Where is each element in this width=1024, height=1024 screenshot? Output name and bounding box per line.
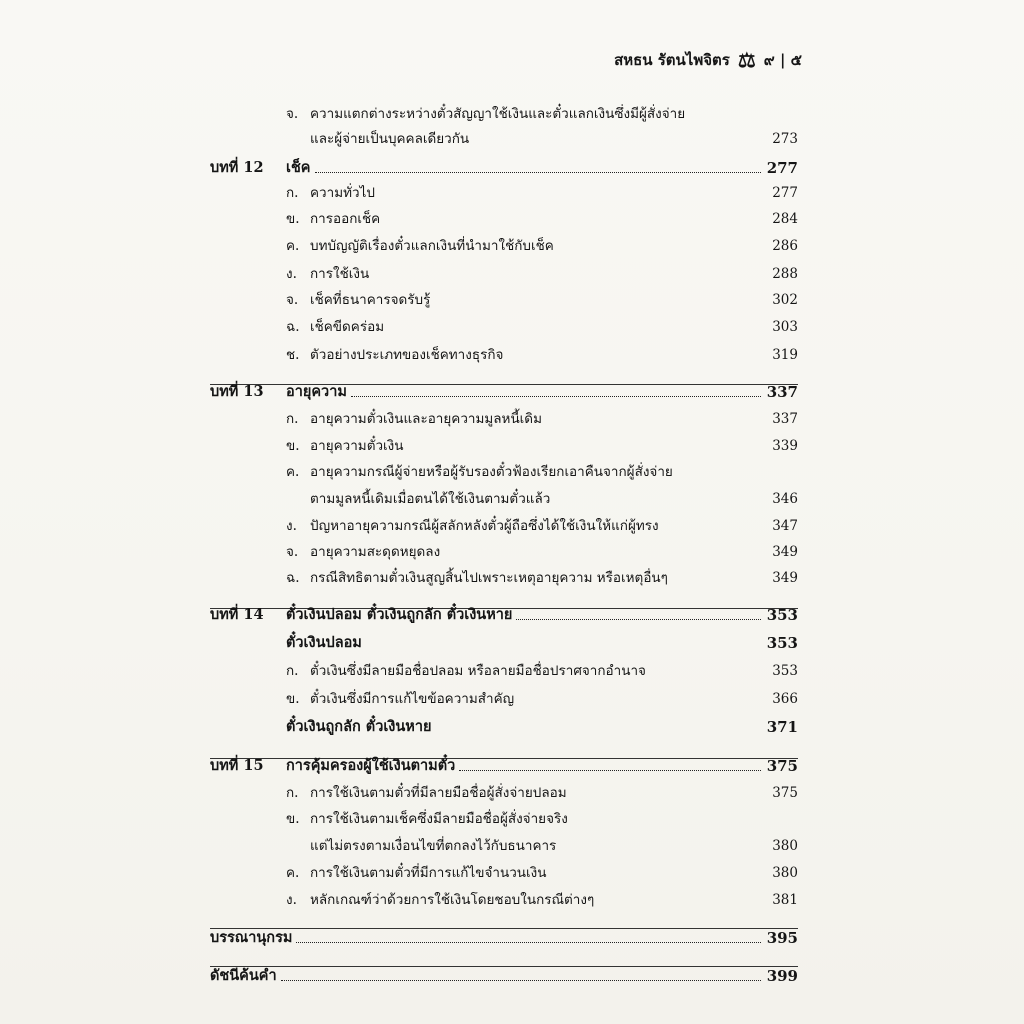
chapter-number: บทที่ 12 (210, 159, 264, 176)
item-title: การออกเช็ค (310, 211, 381, 227)
item-title-continued: แต่ไม่ตรงตามเงื่อนไขที่ตกลงไว้กับธนาคาร (310, 838, 557, 854)
chapter-title: อายุความ (286, 383, 347, 400)
chapter-number: บทที่ 14 (210, 606, 264, 623)
toc-entry (286, 662, 798, 680)
page-number: 288 (772, 266, 798, 282)
dot-leader (459, 770, 760, 771)
page-number: 302 (772, 292, 798, 308)
page-number: 375 (772, 785, 798, 801)
toc-entry (310, 837, 798, 855)
toc-entry (210, 159, 798, 177)
item-title: ตัวอย่างประเภทของเช็คทางธุรกิจ (310, 347, 504, 363)
toc-entry (286, 265, 798, 283)
toc-entry (286, 569, 798, 587)
toc-entry (286, 237, 798, 255)
dot-leader (516, 619, 760, 620)
item-title: การใช้เงินตามตั๋วที่มีการแก้ไขจำนวนเงิน (310, 865, 547, 881)
toc-entry (310, 130, 798, 148)
page-number: 381 (772, 892, 798, 908)
item-letter: ฉ. (286, 570, 300, 586)
item-letter: ค. (286, 238, 300, 254)
scales-of-justice-icon: ⚖ (737, 48, 756, 72)
toc-entry (286, 463, 798, 481)
item-letter: ค. (286, 464, 300, 480)
chapter-number: บทที่ 15 (210, 757, 264, 774)
toc-entry (286, 410, 798, 428)
page-number: 349 (772, 570, 798, 586)
toc-entry (210, 757, 798, 775)
item-letter: ก. (286, 411, 299, 427)
page-number: 284 (772, 211, 798, 227)
page-number: 349 (772, 544, 798, 560)
item-letter: ก. (286, 185, 299, 201)
author-name: สหธน รัตนไพจิตร (614, 51, 730, 69)
dot-leader (315, 172, 761, 173)
chapter-title: การคุ้มครองผู้ใช้เงินตามตั๋ว (286, 757, 456, 774)
page-number: 371 (766, 718, 798, 736)
toc-entry (286, 184, 798, 202)
chapter-number: บทที่ 13 (210, 383, 264, 400)
page-number: 277 (772, 185, 798, 201)
item-title: ปัญหาอายุความกรณีผู้สลักหลังตั๋วผู้ถือซึ่งได้ใช้เงินให้แก่ผู้ทรง (310, 518, 659, 534)
item-title: การใช้เงินตามตั๋วที่มีลายมือชื่อผู้สั่งจ่ายปลอม (310, 785, 567, 801)
section-title: ตั๋วเงินถูกลัก ตั๋วเงินหาย (286, 718, 432, 735)
dot-leader (281, 980, 761, 981)
toc-entry (286, 437, 798, 455)
page-number: 337 (766, 383, 798, 401)
toc-entry (210, 606, 798, 624)
page-number: ๙ | ๕ (763, 51, 802, 69)
page-number: 380 (772, 838, 798, 854)
item-title: บทบัญญัติเรื่องตั๋วแลกเงินที่นำมาใช้กับเช็ค (310, 238, 554, 254)
item-title: ตั๋วเงินซึ่งมีการแก้ไขข้อความสำคัญ (310, 691, 515, 707)
chapter-title: เช็ค (286, 159, 311, 176)
toc-entry (286, 517, 798, 535)
item-letter: ช. (286, 347, 300, 363)
page-number: 375 (766, 757, 798, 775)
dot-leader (351, 396, 761, 397)
page-number: 353 (766, 606, 798, 624)
page-number: 380 (772, 865, 798, 881)
item-letter: ง. (286, 892, 297, 908)
item-letter: ง. (286, 266, 297, 282)
toc-entry (286, 784, 798, 802)
item-letter: ฉ. (286, 319, 300, 335)
toc-entry (210, 967, 798, 985)
item-title: ความทั่วไป (310, 185, 375, 201)
toc-entry (286, 346, 798, 364)
toc-entry (286, 864, 798, 882)
page-number: 339 (772, 438, 798, 454)
toc-entry (286, 543, 798, 561)
item-letter: ก. (286, 663, 299, 679)
dot-leader (296, 942, 760, 943)
item-letter: ข. (286, 438, 300, 454)
item-title: การใช้เงินตามเช็คซึ่งมีลายมือชื่อผู้สั่งจ่ายจริง (310, 811, 568, 827)
page-number: 273 (772, 131, 798, 147)
item-letter: ค. (286, 865, 300, 881)
toc-entry (286, 210, 798, 228)
page-number: 399 (766, 967, 798, 985)
toc-entry (286, 690, 798, 708)
toc-entry (286, 291, 798, 309)
section-title: ตั๋วเงินปลอม (286, 634, 362, 651)
item-title: การใช้เงิน (310, 266, 370, 282)
item-title-continued: และผู้จ่ายเป็นบุคคลเดียวกัน (310, 131, 470, 147)
item-title-continued: ตามมูลหนี้เดิมเมื่อตนได้ใช้เงินตามตั๋วแล้ว (310, 491, 551, 507)
item-title: กรณีสิทธิตามตั๋วเงินสูญสิ้นไปเพราะเหตุอายุความ หรือเหตุอื่นๆ (310, 570, 668, 586)
page-number: 346 (772, 491, 798, 507)
page-number: 347 (772, 518, 798, 534)
page-number: 353 (766, 634, 798, 652)
item-letter: ข. (286, 211, 300, 227)
toc-entry (310, 490, 798, 508)
toc-entry (210, 929, 798, 947)
page-number: 277 (766, 159, 798, 177)
toc-entry (210, 383, 798, 401)
item-letter: ง. (286, 518, 297, 534)
item-title: เช็คขีดคร่อม (310, 319, 385, 335)
item-letter: จ. (286, 292, 299, 308)
page-number: 303 (772, 319, 798, 335)
page-number: 353 (772, 663, 798, 679)
page-number: 286 (772, 238, 798, 254)
item-title: หลักเกณฑ์ว่าด้วยการใช้เงินโดยชอบในกรณีต่างๆ (310, 892, 595, 908)
toc-entry (286, 891, 798, 909)
page-number: 366 (772, 691, 798, 707)
toc-entry (286, 105, 798, 123)
page-number: 337 (772, 411, 798, 427)
toc-entry (286, 634, 798, 652)
item-title: อายุความตั๋วเงิน (310, 438, 404, 454)
item-title: เช็คที่ธนาคารจดรับรู้ (310, 292, 431, 308)
item-letter: ข. (286, 691, 300, 707)
item-title: อายุความกรณีผู้จ่ายหรือผู้รับรองตั๋วฟ้องเรียกเอาคืนจากผู้สั่งจ่าย (310, 464, 673, 480)
item-title: ความแตกต่างระหว่างตั๋วสัญญาใช้เงินและตั๋วแลกเงินซึ่งมีผู้สั่งจ่าย (310, 106, 686, 122)
toc-entry (286, 810, 798, 828)
item-title: อายุความสะดุดหยุดลง (310, 544, 441, 560)
item-letter: จ. (286, 544, 299, 560)
item-title: ตั๋วเงินซึ่งมีลายมือชื่อปลอม หรือลายมือชื่อปราศจากอำนาจ (310, 663, 646, 679)
back-matter-title: ดัชนีค้นคำ (210, 967, 277, 984)
item-title: อายุความตั๋วเงินและอายุความมูลหนี้เดิม (310, 411, 542, 427)
item-letter: จ. (286, 106, 299, 122)
page-number: 319 (772, 347, 798, 363)
chapter-title: ตั๋วเงินปลอม ตั๋วเงินถูกลัก ตั๋วเงินหาย (286, 606, 513, 623)
back-matter-title: บรรณานุกรม (210, 929, 293, 946)
item-letter: ก. (286, 785, 299, 801)
item-letter: ข. (286, 811, 300, 827)
page-number: 395 (766, 929, 798, 947)
toc-entry (286, 318, 798, 336)
toc-entry (286, 718, 798, 736)
